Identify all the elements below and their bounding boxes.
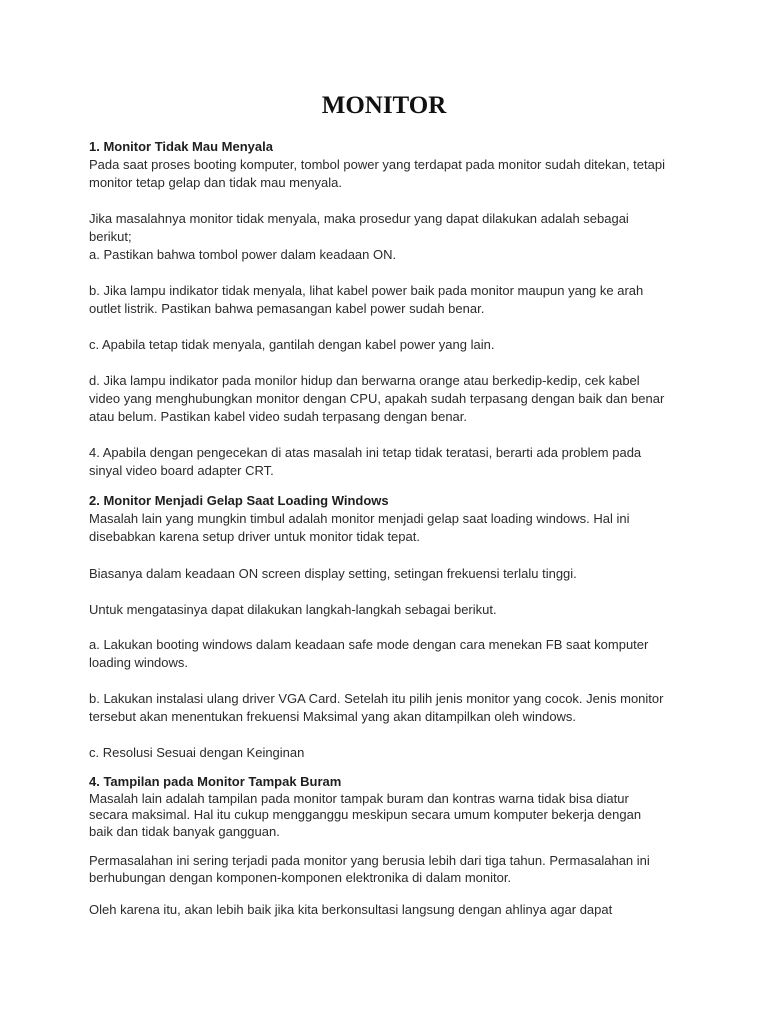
section-4: [89, 774, 689, 840]
section-heading: 1. Monitor Tidak Mau Menyala: [89, 139, 273, 154]
text-line: Masalah lain adalah tampilan pada monitor tampak buram dan kontras warna tidak bisa diatur: [89, 790, 629, 806]
text-line: c. Resolusi Sesuai dengan Keinginan: [89, 745, 305, 760]
text-line: outlet listrik. Pastikan bahwa pemasangan kabel power sudah benar.: [89, 301, 485, 316]
text-line: tersebut akan menentukan frekuensi Maksimal yang akan ditampilkan oleh windows.: [89, 709, 577, 724]
text-line: a. Pastikan bahwa tombol power dalam keadaan ON.: [89, 247, 397, 262]
text-line: Jika masalahnya monitor tidak menyala, maka prosedur yang dapat dilakukan adalah sebagai: [89, 211, 629, 226]
text-line: Pada saat proses booting komputer, tombol power yang terdapat pada monitor sudah ditekan, tetapi: [89, 157, 665, 172]
text-line: c. Apabila tetap tidak menyala, gantilah dengan kabel power yang lain.: [89, 337, 495, 352]
text-line: secara maksimal. Hal itu cukup mengganggu meskipun secara umum komputer bekerja dengan: [89, 807, 642, 822]
paragraph: [89, 690, 689, 726]
text-line: Masalah lain yang mungkin timbul adalah monitor menjadi gelap saat loading windows. Hal ini: [89, 511, 630, 526]
text-line: berikut;: [89, 229, 132, 244]
paragraph: [89, 444, 689, 480]
section-heading: 4. Tampilan pada Monitor Tampak Buram: [89, 774, 342, 789]
paragraph: [89, 744, 689, 762]
text-line: monitor tetap gelap dan tidak mau menyala.: [89, 175, 342, 190]
section-heading: 2. Monitor Menjadi Gelap Saat Loading Windows: [89, 493, 389, 508]
text-line: d. Jika lampu indikator pada monilor hidup dan berwarna orange atau berkedip-kedip, cek kabel: [89, 373, 640, 388]
paragraph: [89, 372, 689, 426]
text-line: baik dan tidak banyak gangguan.: [89, 823, 280, 839]
text-line: Biasanya dalam keadaan ON screen display setting, setingan frekuensi terlalu tinggi.: [89, 566, 577, 581]
text-line: video yang menghubungkan monitor dengan CPU, apakah sudah terpasang dengan baik dan benar: [89, 391, 665, 406]
text-line: Oleh karena itu, akan lebih baik jika kita berkonsultasi langsung dengan ahlinya agar dapat: [89, 902, 613, 917]
paragraph: [89, 336, 689, 354]
text-line: b. Lakukan instalasi ulang driver VGA Card. Setelah itu pilih jenis monitor yang cocok. Jenis monitor: [89, 691, 664, 706]
text-line: disebabkan karena setup driver untuk monitor tidak tepat.: [89, 529, 420, 544]
paragraph: [89, 601, 689, 619]
text-line: Untuk mengatasinya dapat dilakukan langkah-langkah sebagai berikut.: [89, 602, 497, 617]
text-line: loading windows.: [89, 655, 189, 670]
paragraph: [89, 902, 689, 919]
paragraph: [89, 565, 689, 583]
text-line: a. Lakukan booting windows dalam keadaan safe mode dengan cara menekan FB saat komputer: [89, 637, 649, 652]
text-line: b. Jika lampu indikator tidak menyala, lihat kabel power baik pada monitor maupun yang ke arah: [89, 283, 644, 298]
text-line: berhubungan dengan komponen-komponen elektronika di dalam monitor.: [89, 869, 512, 885]
paragraph: [89, 853, 689, 886]
paragraph: [89, 210, 689, 264]
text-line: Permasalahan ini sering terjadi pada monitor yang berusia lebih dari tiga tahun. Permasalahan ini: [89, 853, 650, 868]
section-1: [89, 138, 689, 192]
paragraph: [89, 636, 689, 672]
paragraph: [89, 282, 689, 318]
section-2: [89, 492, 689, 546]
page-title: MONITOR: [321, 92, 447, 119]
text-line: atau belum. Pastikan kabel video sudah terpasang dengan benar.: [89, 409, 467, 424]
text-line: sinyal video board adapter CRT.: [89, 463, 274, 478]
text-line: 4. Apabila dengan pengecekan di atas masalah ini tetap tidak teratasi, berarti ada problem pada: [89, 445, 642, 460]
